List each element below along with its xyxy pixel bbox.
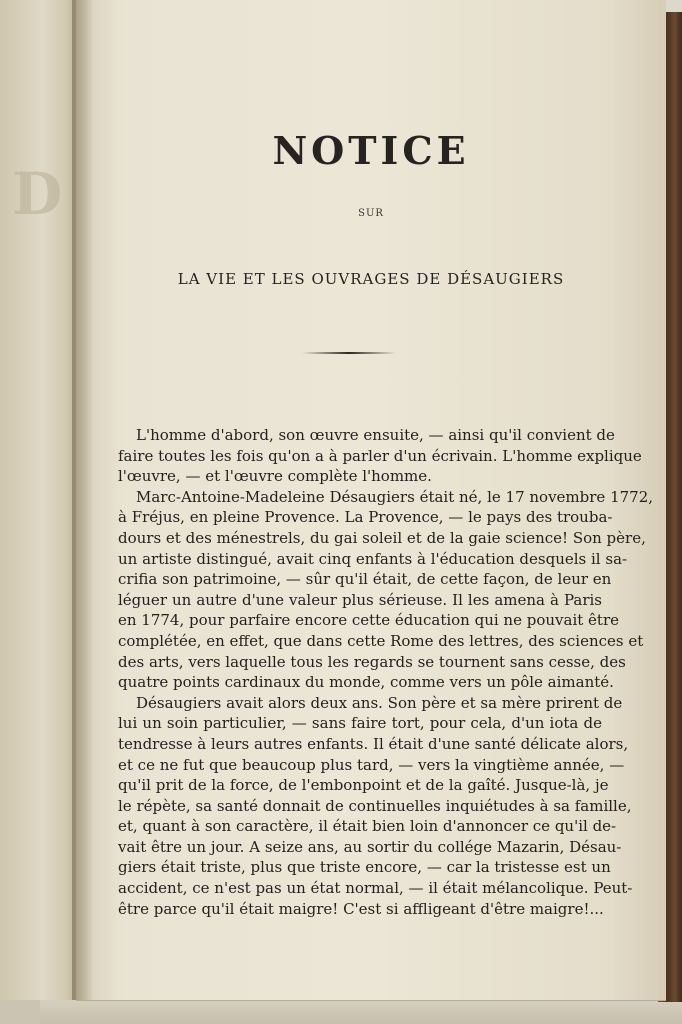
text-line: lui un soin particulier, — sans faire tort, pour cela, d'un iota de — [118, 714, 602, 733]
text-line: qu'il prit de la force, de l'embonpoint et de la gaîté. Jusque-là, je — [118, 776, 609, 795]
left-page — [0, 0, 79, 1000]
body-text — [118, 425, 654, 919]
text-line: giers était triste, plus que triste encore, — car la tristesse est un — [118, 858, 611, 877]
title-connector: SUR — [358, 208, 384, 219]
spine-shadow — [72, 0, 94, 1000]
text-line: Désaugiers avait alors deux ans. Son père et sa mère prirent de — [136, 693, 623, 712]
page-subtitle: LA VIE ET LES OUVRAGES DE DÉSAUGIERS — [177, 270, 565, 288]
text-line: des arts, vers laquelle tous les regards se tournent sans cesse, des — [118, 652, 626, 671]
text-line: accident, ce n'est pas un état normal, — il était mélancolique. Peut- — [118, 879, 633, 898]
text-line: et ce ne fut que beaucoup plus tard, — vers la vingtième année, — — [118, 755, 625, 774]
text-line: en 1774, pour parfaire encore cette éducation qui ne pouvait être — [118, 611, 619, 630]
text-line: vait être un jour. A seize ans, au sortir du collége Mazarin, Désau- — [118, 837, 622, 856]
text-line: dours et des ménestrels, du gai soleil et de la gaie science! Son père, — [118, 528, 646, 547]
text-line: l'œuvre, — et l'œuvre complète l'homme. — [118, 467, 432, 486]
text-line: crifia son patrimoine, — sûr qu'il était, de cette façon, de leur en — [118, 570, 612, 589]
text-line: à Fréjus, en pleine Provence. La Provence, — le pays des trouba- — [118, 508, 613, 527]
text-line: tendresse à leurs autres enfants. Il était d'une santé délicate alors, — [118, 734, 629, 753]
text-line: complétée, en effet, que dans cette Rome des lettres, des sciences et — [118, 631, 644, 650]
ornamental-rule — [302, 352, 396, 354]
text-line: L'homme d'abord, son œuvre ensuite, — ainsi qu'il convient de — [136, 426, 615, 444]
text-line: le répète, sa santé donnait de continuelles inquiétudes à sa famille, — [118, 796, 632, 815]
text-line: quatre points cardinaux du monde, comme vers un pôle aimanté. — [118, 673, 614, 692]
text-line: être parce qu'il était maigre! C'est si affligeant d'être maigre!... — [118, 899, 604, 918]
text-line: Marc-Antoine-Madeleine Désaugiers était né, le 17 novembre 1772, — [136, 487, 654, 506]
text-line: léguer un autre d'une valeur plus sérieuse. Il les amena à Paris — [118, 590, 602, 609]
text-line: faire toutes les fois qu'on a à parler d'un écrivain. L'homme explique — [118, 446, 642, 465]
text-line: un artiste distingué, avait cinq enfants à l'éducation desquels il sa- — [118, 549, 628, 568]
book-page — [76, 0, 666, 1001]
text-line: et, quant à son caractère, il était bien loin d'annoncer ce qu'il de- — [118, 817, 617, 836]
left-page-show-through: D — [12, 160, 65, 228]
page-title: NOTICE — [272, 128, 470, 173]
